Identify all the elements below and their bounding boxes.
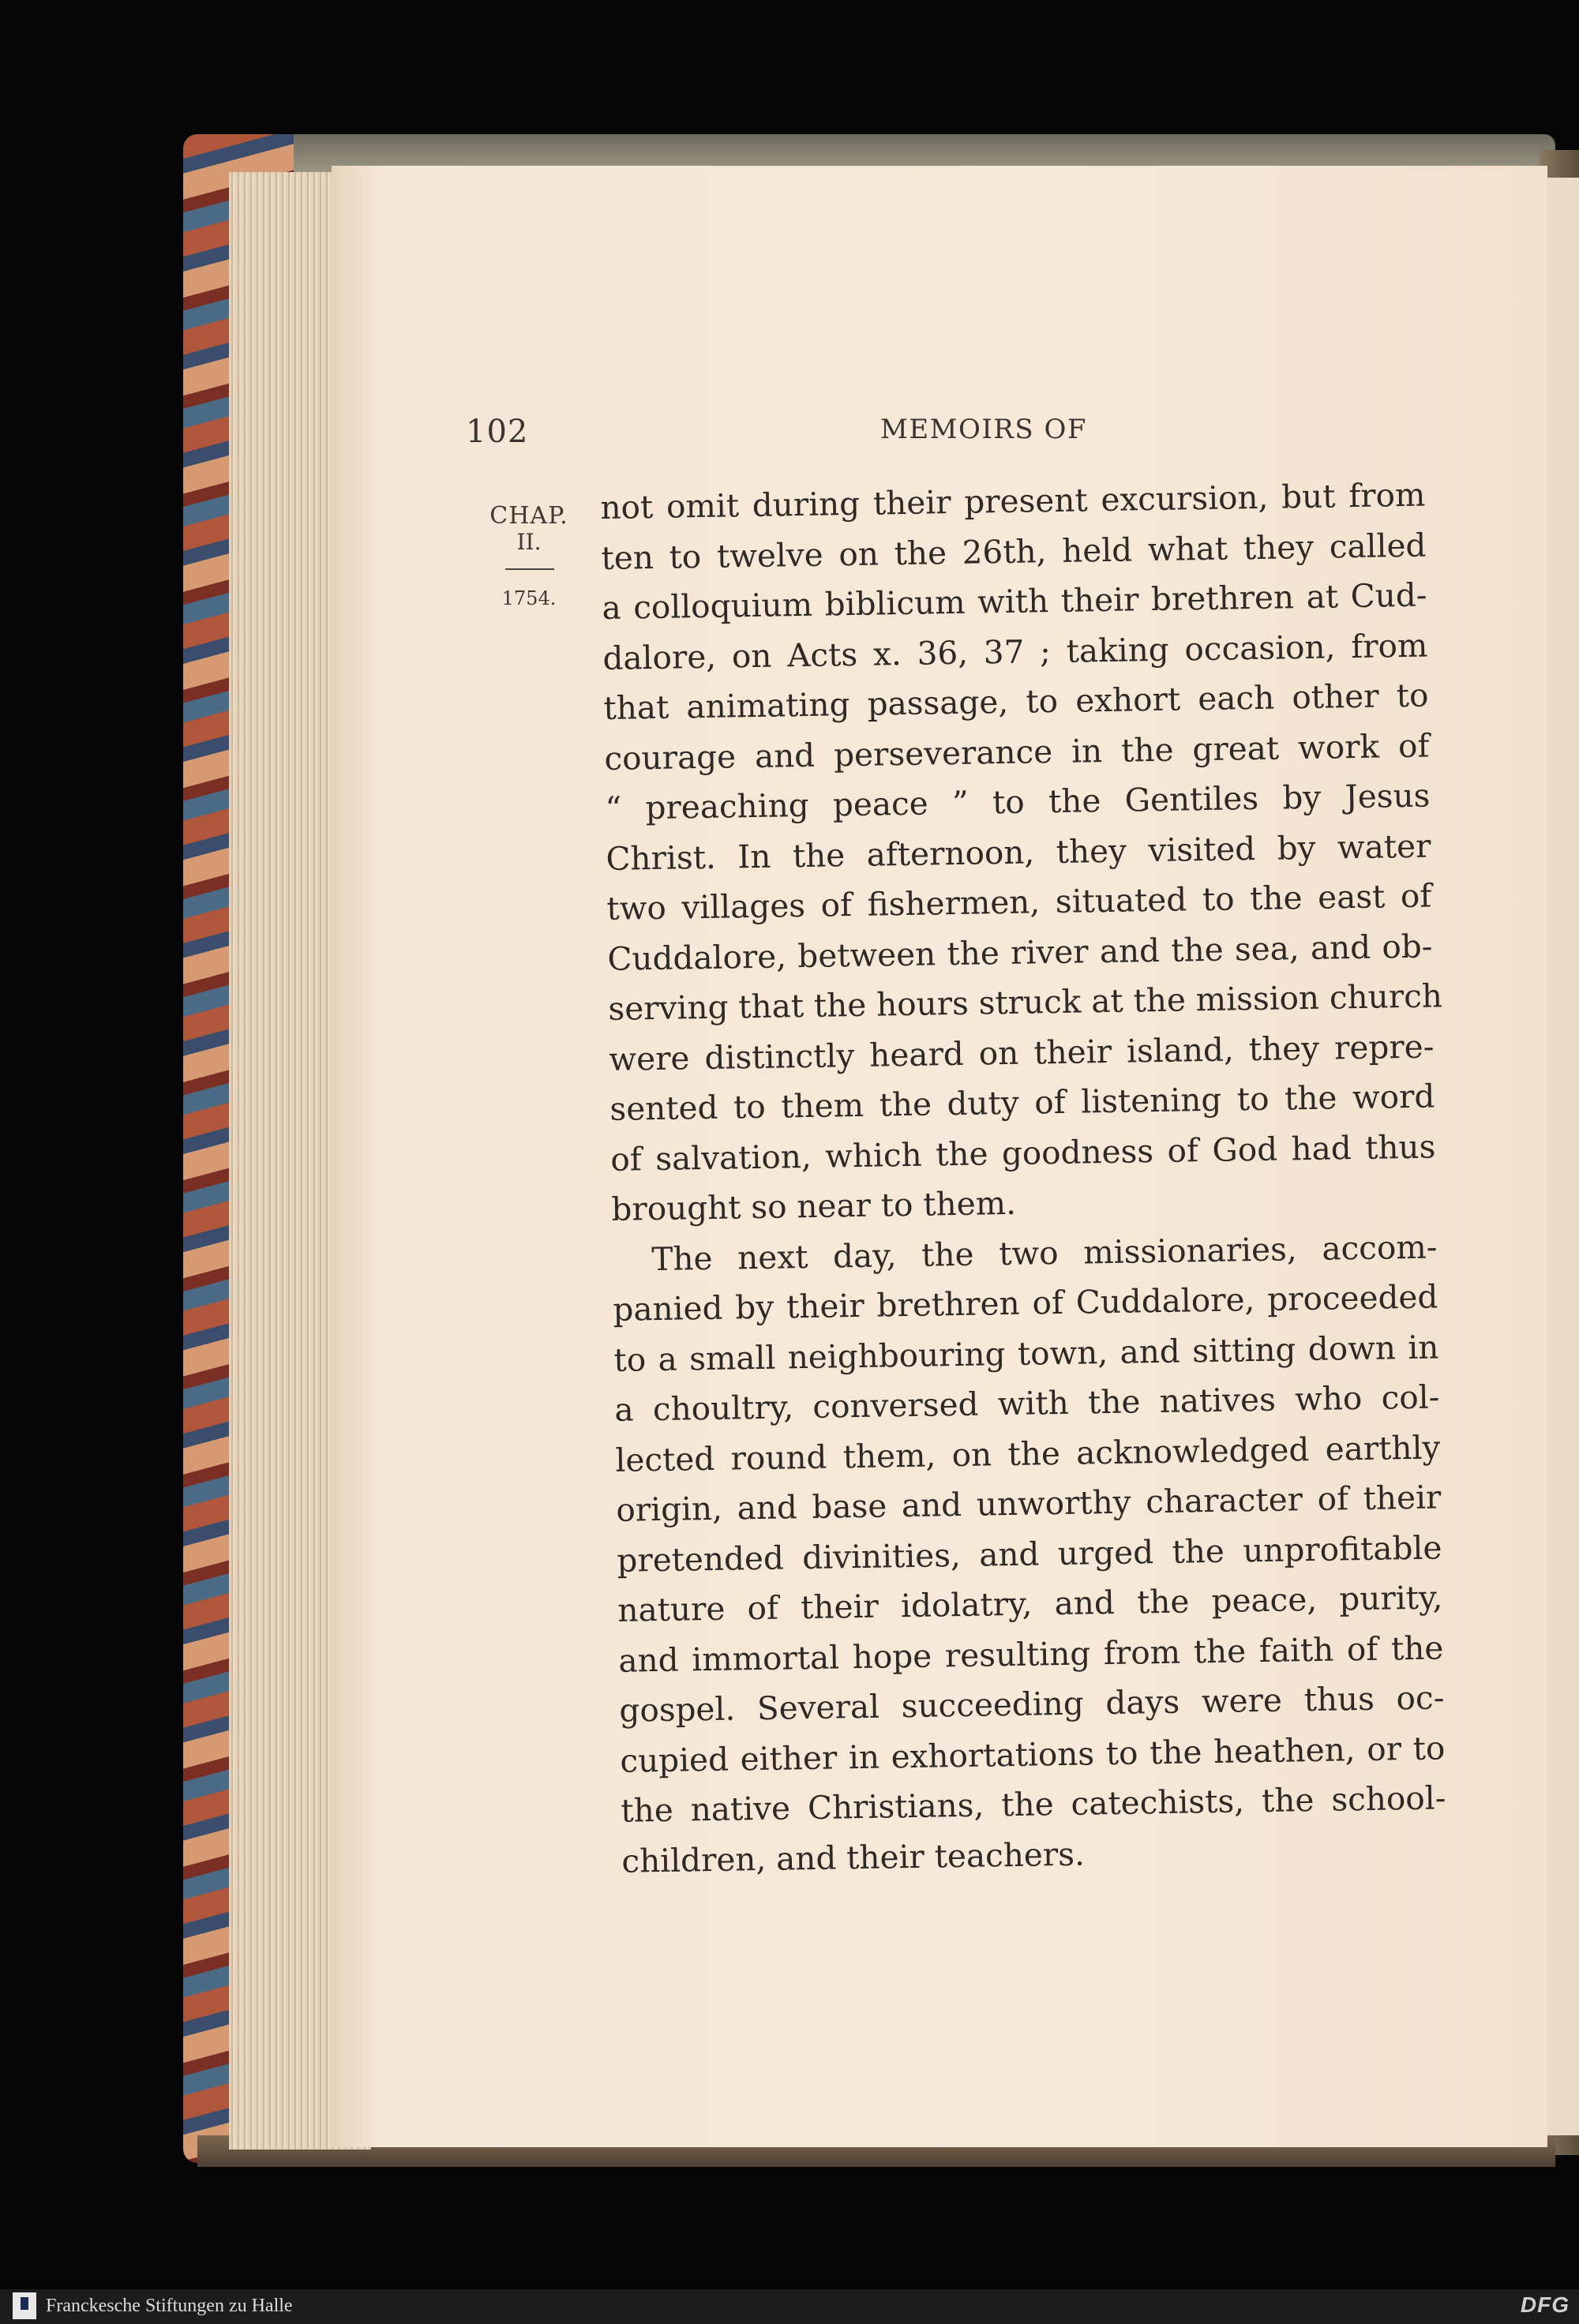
text-line: children, and their teachers. — [621, 1835, 1086, 1880]
running-head: MEMOIRS OF — [880, 414, 1087, 445]
dfg-logo: DFG — [1520, 2292, 1570, 2317]
page-number: 102 — [466, 414, 529, 450]
institution-logo-icon — [13, 2292, 36, 2319]
text-line: brought so near to them. — [611, 1183, 1017, 1228]
text-line: cupied either in exhortations to the heathen, or to — [620, 1728, 1446, 1780]
text-line: ten to twelve on the 26th, held what they called — [601, 526, 1427, 577]
text-line: “ preaching peace ” to the Gentiles by Jesus — [605, 776, 1431, 827]
text-line: Christ. In the afternoon, they visited by water — [606, 827, 1431, 878]
text-line: that animating passage, to exhort each other to — [603, 676, 1429, 727]
text-line: dalore, on Acts x. 36, 37 ; taking occasion, from — [602, 626, 1428, 677]
text-line: nature of their idolatry, and the peace, purity, — [617, 1578, 1443, 1629]
text-line: sented to them the duty of listening to the word — [609, 1077, 1435, 1128]
text-line: the native Christians, the catechists, the school- — [621, 1779, 1446, 1830]
text-line: courage and perseverance in the great work of — [604, 726, 1430, 778]
text-line: of salvation, which the goodness of God had thus — [610, 1126, 1436, 1179]
text-line: lected round them, on the acknowledged earthly — [615, 1427, 1441, 1479]
text-line: gospel. Several succeeding days were thus oc- — [619, 1678, 1445, 1730]
text-line: a choultry, conversed with the natives who col- — [614, 1378, 1440, 1429]
facing-page-edge — [1543, 178, 1579, 2135]
text-line: two villages of fishermen, situated to the east of — [606, 876, 1432, 928]
text-line: origin, and base and unworthy character of their — [616, 1478, 1442, 1529]
body-text — [600, 470, 1447, 1887]
text-line: The next day, the two missionaries, accom- — [651, 1227, 1438, 1278]
text-line: panied by their brethren of Cuddalore, proceeded — [613, 1277, 1438, 1329]
text-line: were distinctly heard on their island, they repre- — [609, 1026, 1435, 1078]
margin-chapter-number: II. — [516, 529, 542, 555]
margin-rule — [505, 568, 554, 570]
margin-chapter-label: CHAP. — [489, 502, 568, 530]
text-line: not omit during their present excursion, but from — [600, 475, 1426, 527]
text-line: Cuddalore, between the river and the sea, and ob- — [607, 927, 1433, 978]
text-line: to a small neighbouring town, and sitting down in — [613, 1327, 1439, 1379]
footer-credit: Franckesche Stiftungen zu Halle — [46, 2296, 293, 2316]
text-line: serving that the hours struck at the mission church — [608, 976, 1443, 1028]
text-line: a colloquium biblicum with their brethren at Cud- — [602, 575, 1427, 627]
text-line: pretended divinities, and urged the unprofitable — [617, 1527, 1442, 1580]
text-line: and immortal hope resulting from the faith of the — [618, 1628, 1444, 1680]
margin-year: 1754. — [501, 587, 557, 609]
